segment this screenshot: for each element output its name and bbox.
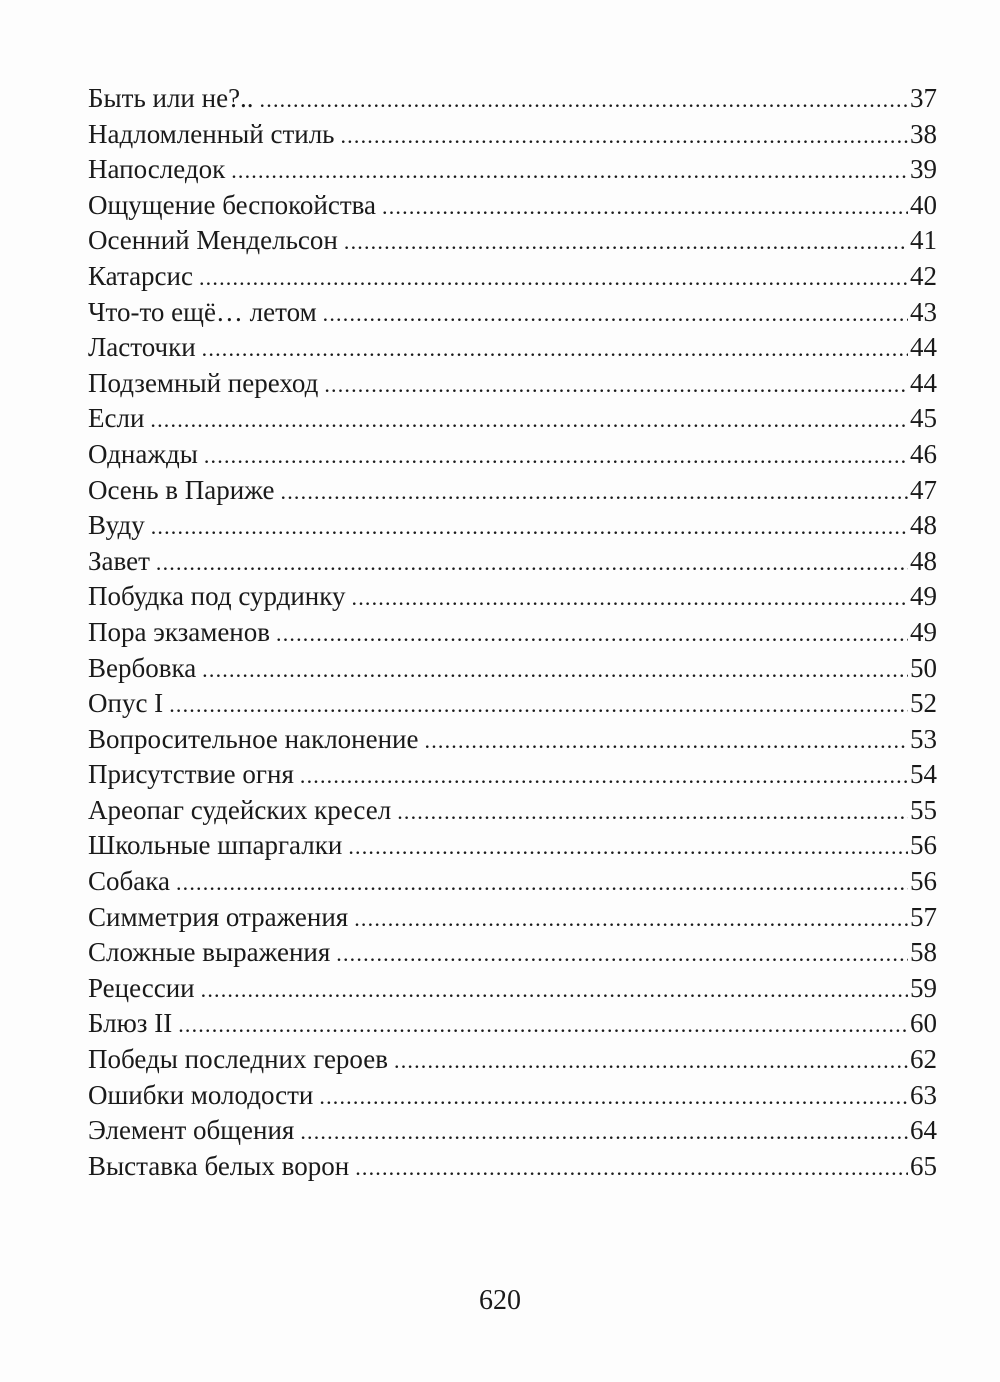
toc-entry-page: 57 bbox=[910, 901, 937, 932]
toc-entry-title: Рецессии bbox=[88, 972, 195, 1003]
toc-entry-title: Победы последних героев bbox=[88, 1044, 388, 1075]
toc-entry-page: 46 bbox=[910, 438, 937, 469]
toc-entry bbox=[88, 971, 937, 1007]
toc-entry-title: Ласточки bbox=[88, 332, 196, 363]
toc-entry-title: Выставка белых ворон bbox=[88, 1150, 350, 1181]
toc-entry-title: Вуду bbox=[88, 510, 145, 541]
toc-entry bbox=[88, 935, 937, 971]
toc-dot-leader bbox=[344, 224, 908, 260]
toc-entry-title: Побудка под сурдинку bbox=[88, 581, 346, 612]
toc-entry-title: Осень в Париже bbox=[88, 474, 275, 505]
toc-entry-page: 40 bbox=[910, 189, 937, 220]
toc-entry bbox=[88, 615, 937, 651]
toc-dot-leader bbox=[397, 794, 908, 830]
toc-entry bbox=[88, 651, 937, 687]
toc-entry-page: 45 bbox=[910, 403, 937, 434]
toc-entry bbox=[88, 473, 937, 509]
toc-dot-leader bbox=[199, 260, 908, 296]
toc-entry-title: Блюз II bbox=[88, 1008, 173, 1039]
toc-entry bbox=[88, 152, 937, 188]
toc-entry-title: Пора экзаменов bbox=[88, 616, 270, 647]
toc-entry-title: Подземный переход bbox=[88, 367, 319, 398]
toc-entry bbox=[88, 1113, 937, 1149]
toc-entry-page: 37 bbox=[910, 83, 937, 113]
toc-entry-title: Напоследок bbox=[88, 154, 226, 185]
toc-entry-page: 60 bbox=[910, 1008, 937, 1039]
toc-dot-leader bbox=[176, 865, 908, 901]
toc-entry bbox=[88, 117, 937, 153]
toc-dot-leader bbox=[319, 1079, 908, 1115]
toc-entry-page: 48 bbox=[910, 510, 937, 541]
toc-dot-leader bbox=[169, 687, 908, 723]
toc-entry bbox=[88, 1006, 937, 1042]
toc-dot-leader bbox=[202, 652, 908, 688]
toc-entry-page: 56 bbox=[910, 866, 937, 897]
toc-entry-title: Что-то ещё… летом bbox=[88, 296, 317, 327]
toc-dot-leader bbox=[340, 118, 908, 154]
toc-entry-page: 55 bbox=[910, 794, 937, 825]
toc-entry-title: Однажды bbox=[88, 438, 198, 469]
table-of-contents bbox=[88, 81, 937, 1184]
toc-entry bbox=[88, 864, 937, 900]
toc-entry-page: 54 bbox=[910, 759, 937, 790]
toc-entry bbox=[88, 508, 937, 544]
toc-dot-leader bbox=[300, 1114, 908, 1150]
toc-dot-leader bbox=[425, 723, 909, 759]
toc-entry bbox=[88, 544, 937, 580]
toc-entry-title: Быть или не?.. bbox=[88, 83, 254, 113]
toc-dot-leader bbox=[355, 1150, 908, 1186]
toc-entry-title: Симметрия отражения bbox=[88, 901, 349, 932]
toc-dot-leader bbox=[151, 509, 908, 545]
toc-entry-title: Надломленный стиль bbox=[88, 118, 335, 149]
toc-entry-page: 56 bbox=[910, 830, 937, 861]
toc-entry-page: 41 bbox=[910, 225, 937, 256]
toc-entry-page: 38 bbox=[910, 118, 937, 149]
toc-entry-title: Осенний Мендельсон bbox=[88, 225, 338, 256]
toc-entry bbox=[88, 793, 937, 829]
toc-entry-page: 47 bbox=[910, 474, 937, 505]
toc-entry-page: 59 bbox=[910, 972, 937, 1003]
toc-entry-page: 52 bbox=[910, 688, 937, 719]
toc-entry bbox=[88, 900, 937, 936]
toc-entry-title: Вопросительное наклонение bbox=[88, 723, 419, 754]
toc-dot-leader bbox=[260, 82, 908, 118]
toc-entry-page: 42 bbox=[910, 260, 937, 291]
toc-dot-leader bbox=[201, 972, 908, 1008]
toc-entry bbox=[88, 722, 937, 758]
toc-dot-leader bbox=[150, 402, 908, 438]
toc-entry bbox=[88, 188, 937, 224]
page-number: 620 bbox=[479, 1285, 521, 1316]
toc-entry-page: 49 bbox=[910, 581, 937, 612]
toc-dot-leader bbox=[178, 1007, 908, 1043]
toc-entry bbox=[88, 295, 937, 331]
toc-dot-leader bbox=[231, 153, 908, 189]
toc-entry-page: 39 bbox=[910, 154, 937, 185]
toc-entry-page: 65 bbox=[910, 1150, 937, 1181]
toc-entry-page: 63 bbox=[910, 1079, 937, 1110]
toc-entry bbox=[88, 366, 937, 402]
toc-dot-leader bbox=[348, 829, 908, 865]
toc-entry-title: Собака bbox=[88, 866, 170, 897]
toc-entry-title: Ошибки молодости bbox=[88, 1079, 314, 1110]
toc-entry-title: Опус I bbox=[88, 688, 164, 719]
toc-entry-page: 58 bbox=[910, 937, 937, 968]
toc-entry bbox=[88, 828, 937, 864]
toc-entry-page: 48 bbox=[910, 545, 937, 576]
toc-entry bbox=[88, 1078, 937, 1114]
toc-dot-leader bbox=[394, 1043, 908, 1079]
toc-dot-leader bbox=[354, 901, 908, 937]
toc-entry bbox=[88, 223, 937, 259]
toc-entry-page: 62 bbox=[910, 1044, 937, 1075]
toc-dot-leader bbox=[324, 367, 908, 403]
toc-entry bbox=[88, 1042, 937, 1078]
toc-dot-leader bbox=[204, 438, 908, 474]
toc-entry-page: 64 bbox=[910, 1115, 937, 1146]
toc-entry-title: Сложные выражения bbox=[88, 937, 331, 968]
toc-entry-page: 49 bbox=[910, 616, 937, 647]
toc-entry bbox=[88, 330, 937, 366]
toc-entry bbox=[88, 757, 937, 793]
toc-entry bbox=[88, 401, 937, 437]
toc-dot-leader bbox=[352, 580, 909, 616]
toc-entry-title: Катарсис bbox=[88, 260, 193, 291]
toc-entry-page: 44 bbox=[910, 367, 937, 398]
toc-entry bbox=[88, 1149, 937, 1185]
toc-entry-title: Ощущение беспокойства bbox=[88, 189, 377, 220]
toc-entry-page: 50 bbox=[910, 652, 937, 683]
toc-entry bbox=[88, 259, 937, 295]
toc-entry-title: Присутствие огня bbox=[88, 759, 294, 790]
toc-dot-leader bbox=[156, 545, 908, 581]
toc-dot-leader bbox=[300, 758, 908, 794]
toc-entry bbox=[88, 81, 937, 117]
toc-entry bbox=[88, 437, 937, 473]
toc-entry-title: Школьные шпаргалки bbox=[88, 830, 343, 861]
toc-dot-leader bbox=[276, 616, 908, 652]
toc-entry-title: Элемент общения bbox=[88, 1115, 295, 1146]
toc-entry-title: Если bbox=[88, 403, 145, 434]
toc-dot-leader bbox=[202, 331, 908, 367]
toc-dot-leader bbox=[323, 296, 908, 332]
toc-entry-page: 53 bbox=[910, 723, 937, 754]
toc-dot-leader bbox=[281, 474, 908, 510]
toc-entry bbox=[88, 686, 937, 722]
toc-entry-page: 43 bbox=[910, 296, 937, 327]
toc-dot-leader bbox=[382, 189, 908, 225]
toc-entry-title: Вербовка bbox=[88, 652, 197, 683]
toc-dot-leader bbox=[336, 936, 908, 972]
toc-entry bbox=[88, 579, 937, 615]
toc-entry-title: Завет bbox=[88, 545, 150, 576]
toc-entry-title: Ареопаг судейских кресел bbox=[88, 794, 392, 825]
toc-entry-page: 44 bbox=[910, 332, 937, 363]
